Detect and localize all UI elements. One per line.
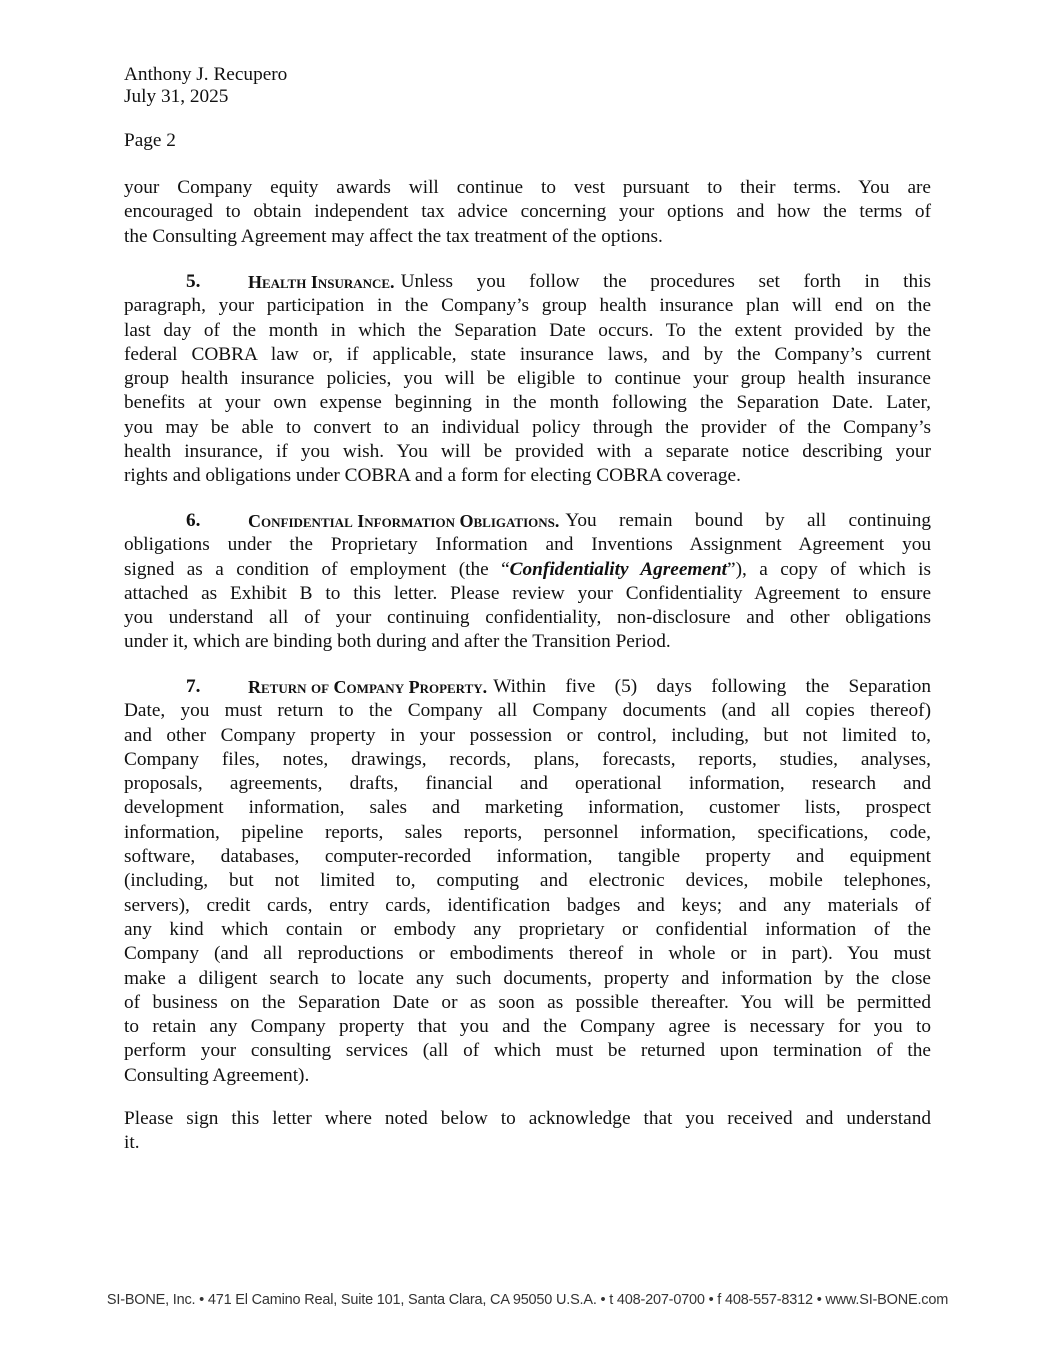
section-heading: Health Insurance. bbox=[248, 272, 395, 292]
text-line: Company files, notes, drawings, records, plans, forecasts, reports, studies, analyses, bbox=[124, 748, 931, 770]
text-line: servers), credit cards, entry cards, identification badges and keys; and any materials of bbox=[124, 894, 931, 916]
text-line: federal COBRA law or, if applicable, state insurance laws, and by the Company’s current bbox=[124, 343, 931, 365]
text-line: (including, but not limited to, computing and electronic devices, mobile telephones, bbox=[124, 870, 931, 892]
section-number: 6. bbox=[186, 510, 201, 531]
text-line: You remain bound by all continuing bbox=[565, 510, 931, 531]
text-line: last day of the month in which the Separation Date occurs. To the extent provided by the bbox=[124, 319, 931, 341]
text-line: information, pipeline reports, sales reports, personnel information, specifications, code, bbox=[124, 821, 931, 843]
page-number: Page 2 bbox=[124, 130, 176, 151]
text-line: under it, which are binding both during and after the Transition Period. bbox=[124, 631, 671, 653]
text-line: rights and obligations under COBRA and a form for electing COBRA coverage. bbox=[124, 465, 741, 487]
section-6-confidential-information bbox=[124, 509, 931, 655]
text-line: Date, you must return to the Company all Company documents (and all copies thereof) bbox=[124, 700, 931, 722]
text-fragment: ”), a copy of which is bbox=[727, 558, 931, 580]
text-line: benefits at your own expense beginning in the month following the Separation Date. Later, bbox=[124, 392, 931, 414]
text-line: paragraph, your participation in the Company’s group health insurance plan will end on the bbox=[124, 295, 931, 317]
text-line: encouraged to obtain independent tax advice concerning your options and how the terms of bbox=[124, 201, 931, 223]
closing-paragraph bbox=[124, 1107, 931, 1156]
text-line: you may be able to convert to an individual policy through the provider of the Company’s bbox=[124, 416, 931, 438]
text-line: Within five (5) days following the Separation bbox=[493, 676, 931, 697]
section-heading: Return of Company Property. bbox=[248, 677, 488, 697]
defined-term: Confidentiality Agreement bbox=[509, 558, 728, 580]
section-heading: Confidential Information Obligations. bbox=[248, 511, 560, 531]
letter-date: July 31, 2025 bbox=[124, 86, 229, 107]
text-line: attached as Exhibit B to this letter. Please review your Confidentiality Agreement to ensure bbox=[124, 582, 931, 604]
text-line: and other Company property in your possession or control, including, but not limited to, bbox=[124, 724, 931, 746]
text-line: it. bbox=[124, 1132, 140, 1154]
text-line: obligations under the Proprietary Information and Inventions Assignment Agreement you bbox=[124, 534, 931, 556]
text-line: of business on the Separation Date or as soon as possible thereafter. You will be permitted bbox=[124, 991, 931, 1013]
text-line: perform your consulting services (all of which must be returned upon termination of the bbox=[124, 1040, 931, 1062]
section-5-health-insurance bbox=[124, 270, 931, 489]
section-7-return-of-property bbox=[124, 675, 931, 1088]
text-line: Unless you follow the procedures set forth in this bbox=[400, 271, 931, 292]
letterhead-footer: SI-BONE, Inc. • 471 El Camino Real, Suite 101, Santa Clara, CA 95050 U.S.A. • t 408-207-0700 • f 408-557-8312 • www.SI-BONE.com bbox=[106, 1292, 949, 1308]
text-line: software, databases, computer-recorded information, tangible property and equipment bbox=[124, 846, 931, 868]
text-line: any kind which contain or embody any proprietary or confidential information of the bbox=[124, 918, 931, 940]
text-line: group health insurance policies, you will be eligible to continue your group health insurance bbox=[124, 368, 931, 390]
text-line: the Consulting Agreement may affect the tax treatment of the options. bbox=[124, 225, 663, 247]
text-line: Please sign this letter where noted below to acknowledge that you received and understand bbox=[124, 1108, 931, 1129]
text-fragment: signed as a condition of employment (the “ bbox=[124, 558, 510, 580]
text-line: development information, sales and marketing information, customer lists, prospect bbox=[124, 797, 931, 819]
paragraph-intro bbox=[124, 176, 931, 249]
text-line: your Company equity awards will continue to vest pursuant to their terms. You are bbox=[124, 177, 931, 198]
text-line: you understand all of your continuing confidentiality, non-disclosure and other obligations bbox=[124, 607, 931, 629]
section-number: 5. bbox=[186, 271, 201, 292]
text-line: Consulting Agreement). bbox=[124, 1064, 310, 1086]
text-line: health insurance, if you wish. You will be provided with a separate notice describing your bbox=[124, 441, 931, 463]
text-line bbox=[124, 558, 931, 582]
recipient-name: Anthony J. Recupero bbox=[124, 64, 288, 85]
section-number: 7. bbox=[186, 676, 201, 697]
text-line: proposals, agreements, drafts, financial and operational information, research and bbox=[124, 773, 931, 795]
text-line: Company (and all reproductions or embodiments thereof in whole or in part). You must bbox=[124, 943, 931, 965]
text-line: make a diligent search to locate any such documents, property and information by the close bbox=[124, 967, 931, 989]
text-line: to retain any Company property that you and the Company agree is necessary for you to bbox=[124, 1016, 931, 1038]
